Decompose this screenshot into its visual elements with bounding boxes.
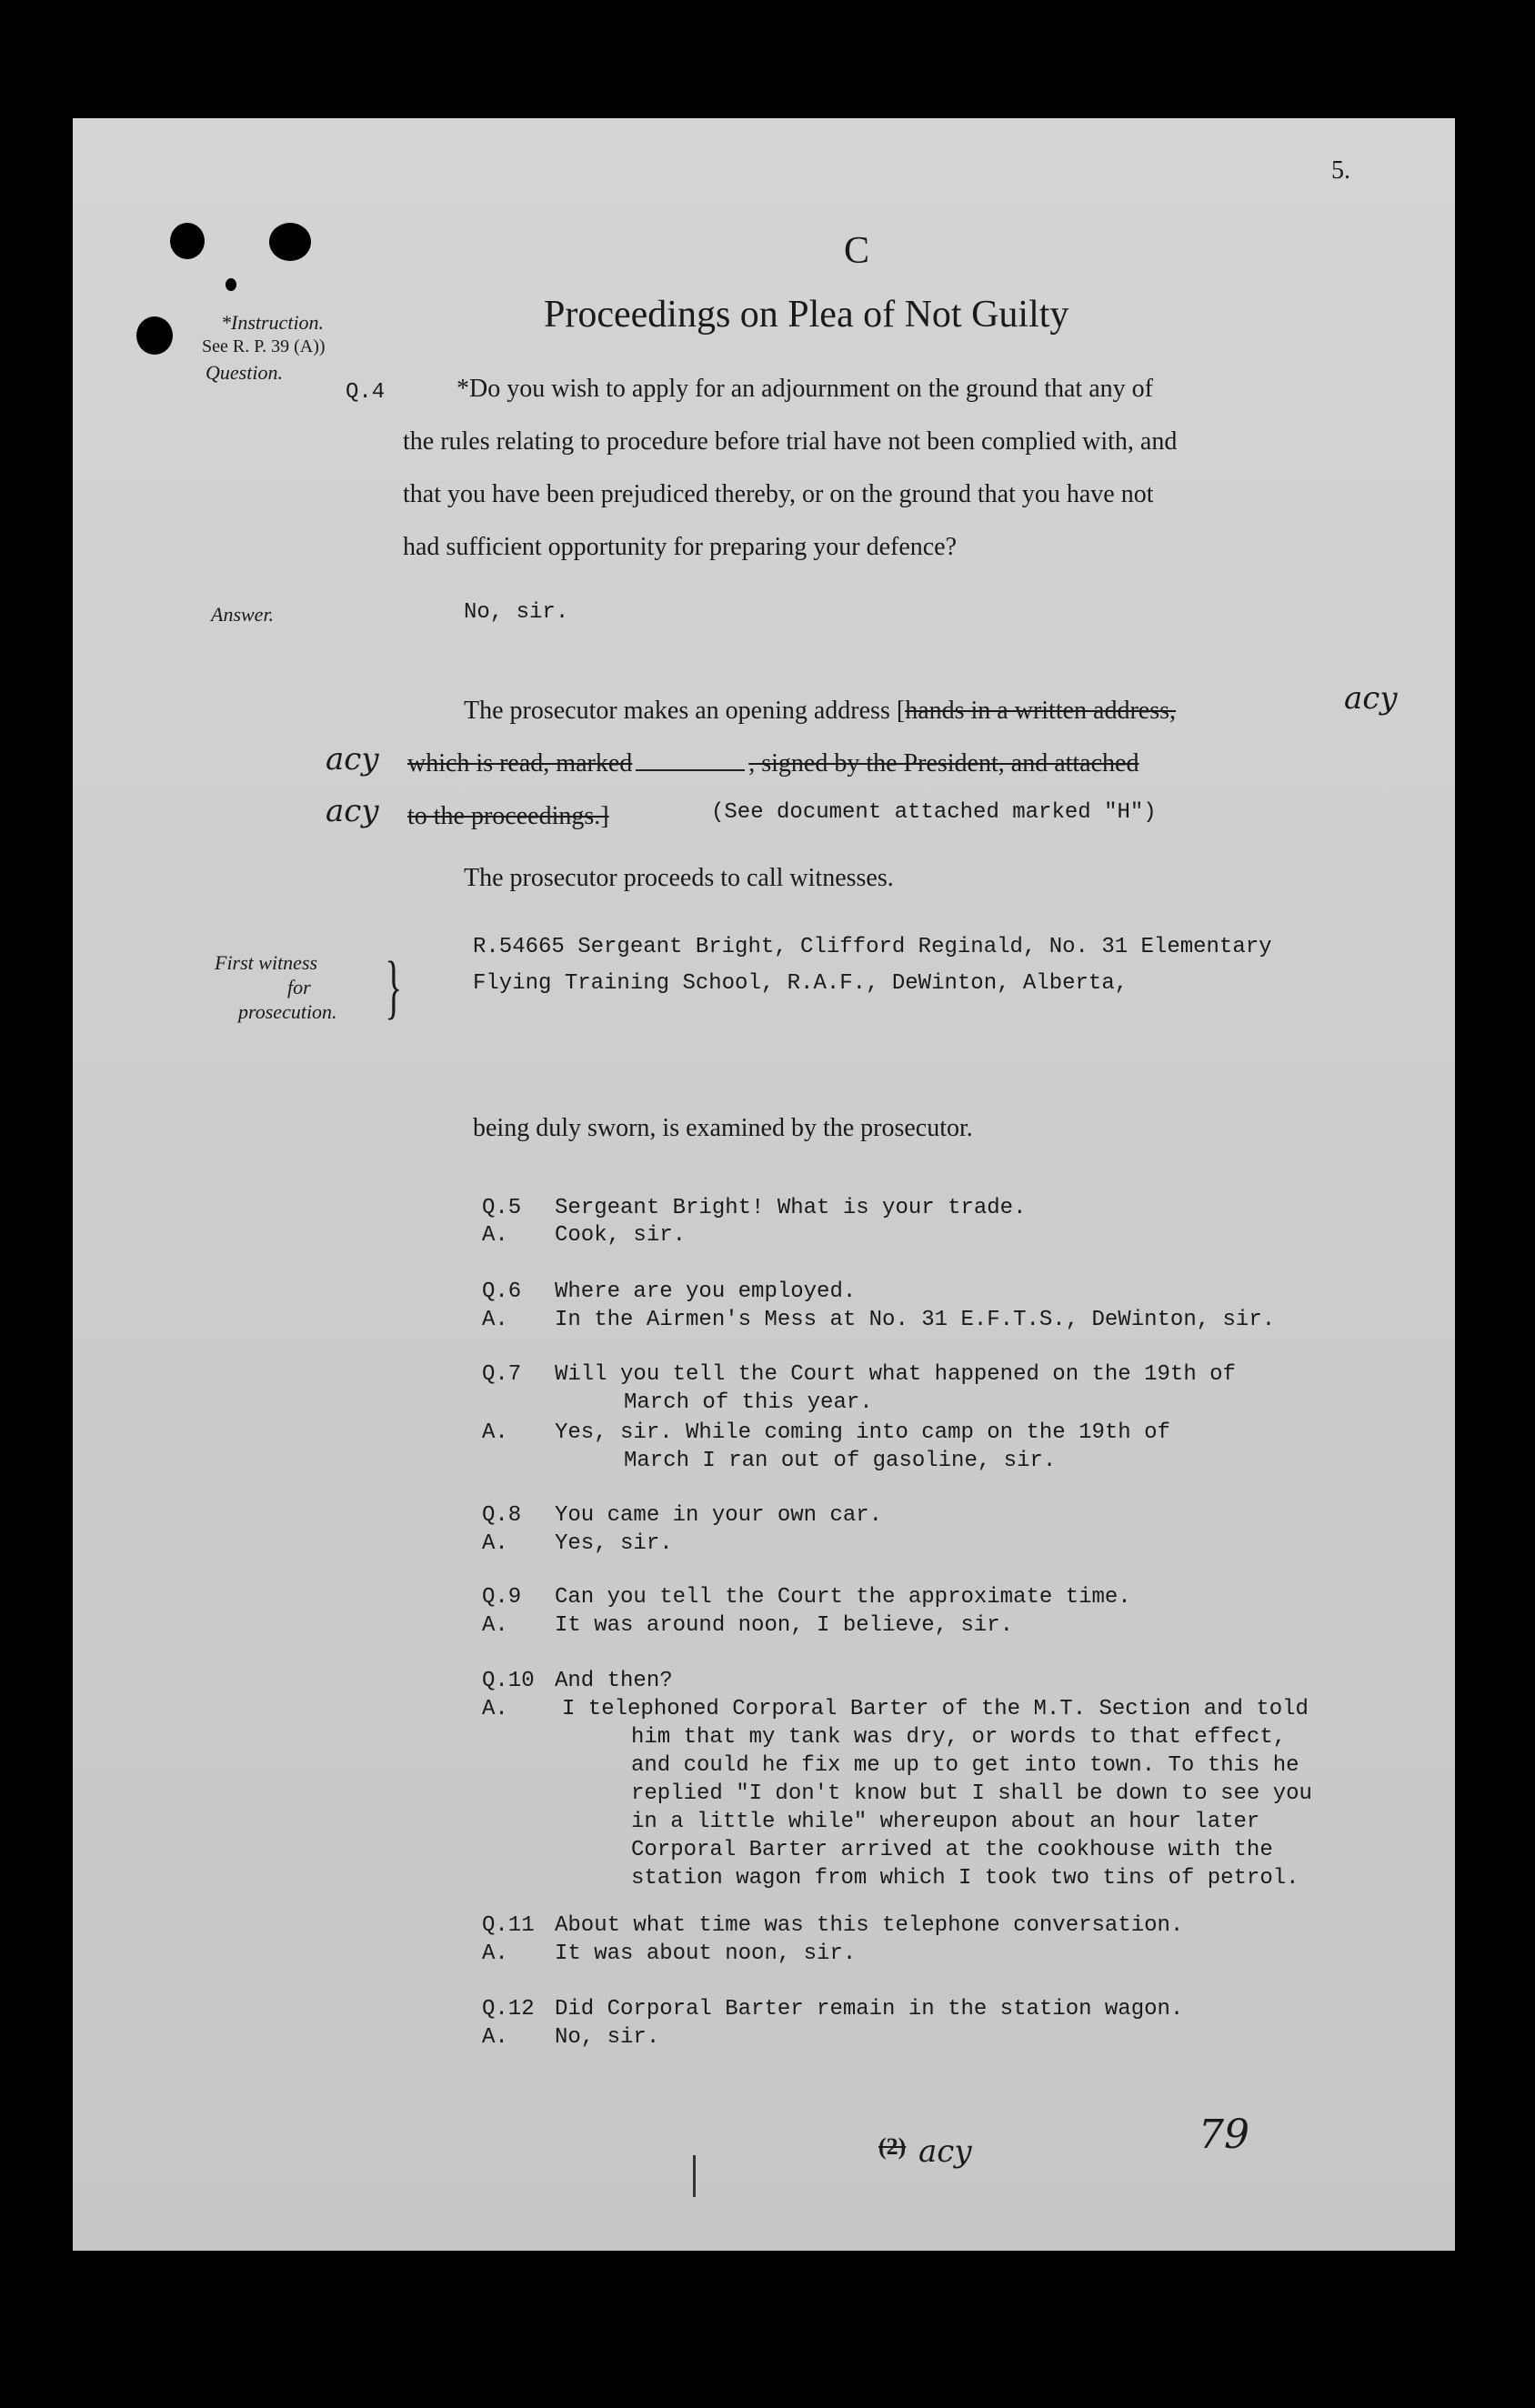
question-text: Can you tell the Court the approximate time. (555, 1585, 1131, 1610)
question-text: And then? (555, 1669, 673, 1693)
margin-first-witness: First witness (215, 951, 318, 974)
footer-initials: acy (918, 2133, 972, 2170)
q4-line-3: that you have been prejudiced thereby, or on the ground that you have not (403, 480, 1154, 508)
question-label: Q.5 (482, 1196, 522, 1220)
section-letter: C (844, 230, 870, 272)
answer-text: and could he fix me up to get into town. To this he (631, 1753, 1299, 1778)
page-title: Proceedings on Plea of Not Guilty (544, 294, 1069, 336)
answer-text: Yes, sir. (555, 1531, 673, 1556)
page-number: 5. (1331, 156, 1350, 185)
question-text: Will you tell the Court what happened on the 19th of (555, 1362, 1236, 1387)
call-witnesses: The prosecutor proceeds to call witnesses. (464, 864, 894, 892)
opening-line-1-struck: hands in a written address, (905, 697, 1177, 725)
opening-line-1 (464, 697, 1176, 726)
answer-label: A. (482, 1308, 508, 1332)
punch-hole (136, 316, 173, 355)
ink-dot (226, 278, 236, 291)
opening-note: (See document attached marked "H") (711, 800, 1157, 825)
answer-text: replied "I don't know but I shall be down to see you (631, 1781, 1312, 1806)
punch-hole (170, 223, 205, 259)
punch-hole (269, 223, 311, 261)
margin-brace: } (385, 947, 403, 1026)
answer-text: Cook, sir. (555, 1223, 687, 1248)
answer-text: March I ran out of gasoline, sir. (624, 1449, 1057, 1473)
witness-line-1: R.54665 Sergeant Bright, Clifford Reginald, No. 31 Elementary (473, 935, 1272, 959)
answer-text: I telephoned Corporal Barter of the M.T. Section and told (562, 1697, 1309, 1721)
answer-label: A. (482, 1531, 508, 1556)
opening-line-1-text: The prosecutor makes an opening address [ (464, 697, 906, 725)
opening-line-3: to the proceedings.] (407, 802, 609, 830)
question-label: Q.10 (482, 1669, 535, 1693)
q4-line-1: *Do you wish to apply for an adjournment on the ground that any of (456, 375, 1153, 403)
witness-line-2: Flying Training School, R.A.F., DeWinton, Alberta, (473, 971, 1129, 996)
question-text: March of this year. (624, 1390, 873, 1415)
opening-line-2 (407, 749, 1139, 778)
question-label: Q.12 (482, 1997, 535, 2022)
initials-handwritten: acy (326, 793, 379, 829)
answer-label: A. (482, 2025, 508, 2050)
question-label: Q.8 (482, 1503, 522, 1528)
answer-label: A. (482, 1613, 508, 1638)
q4-label: Q.4 (346, 380, 386, 405)
footer-mark: (2) (878, 2133, 907, 2160)
q4-line-2: the rules relating to procedure before trial have not been complied with, and (403, 427, 1178, 456)
question-text: Where are you employed. (555, 1279, 857, 1304)
margin-see-rp: See R. P. 39 (A)) (202, 336, 326, 356)
sworn-line: being duly sworn, is examined by the prosecutor. (473, 1114, 973, 1142)
question-text: About what time was this telephone conversation. (555, 1913, 1184, 1938)
question-label: Q.11 (482, 1913, 535, 1938)
answer-label: A. (482, 1223, 508, 1248)
question-text: Sergeant Bright! What is your trade. (555, 1196, 1027, 1220)
margin-instruction: *Instruction. (221, 311, 325, 334)
answer-text: station wagon from which I took two tins of petrol. (631, 1866, 1299, 1891)
answer-text: It was about noon, sir. (555, 1941, 857, 1966)
pencil-stroke (693, 2155, 696, 2197)
answer-label: A. (482, 1420, 508, 1445)
question-label: Q.9 (482, 1585, 522, 1610)
q4-line-4: had sufficient opportunity for preparing your defence? (403, 533, 958, 561)
answer-text: in a little while" whereupon about an hour later (631, 1810, 1260, 1834)
answer-text: No, sir. (555, 2025, 660, 2050)
answer-text: Corporal Barter arrived at the cookhouse with the (631, 1838, 1273, 1862)
margin-answer: Answer. (211, 603, 275, 626)
question-text: Did Corporal Barter remain in the station wagon. (555, 1997, 1184, 2022)
opening-line-2-struck-a: which is read, marked (407, 749, 633, 778)
question-label: Q.7 (482, 1362, 522, 1387)
answer-label: A. (482, 1941, 508, 1966)
margin-for: for (287, 976, 311, 998)
answer-text: In the Airmen's Mess at No. 31 E.F.T.S., DeWinton, sir. (555, 1308, 1276, 1332)
question-label: Q.6 (482, 1279, 522, 1304)
question-text: You came in your own car. (555, 1503, 883, 1528)
answer-text: Yes, sir. While coming into camp on the 19th of (555, 1420, 1170, 1445)
initials-handwritten: acy (1344, 680, 1398, 717)
answer-label: A. (482, 1697, 508, 1721)
footer-folio: 79 (1199, 2112, 1249, 2158)
margin-question: Question. (206, 361, 283, 384)
initials-handwritten: acy (326, 741, 379, 778)
margin-prosecution: prosecution. (238, 1000, 337, 1023)
answer-text: It was around noon, I believe, sir. (555, 1613, 1014, 1638)
opening-line-2-struck-b: , signed by the President, and attached (748, 749, 1139, 778)
answer-text: him that my tank was dry, or words to that effect, (631, 1725, 1287, 1750)
q4-answer: No, sir. (464, 600, 569, 625)
